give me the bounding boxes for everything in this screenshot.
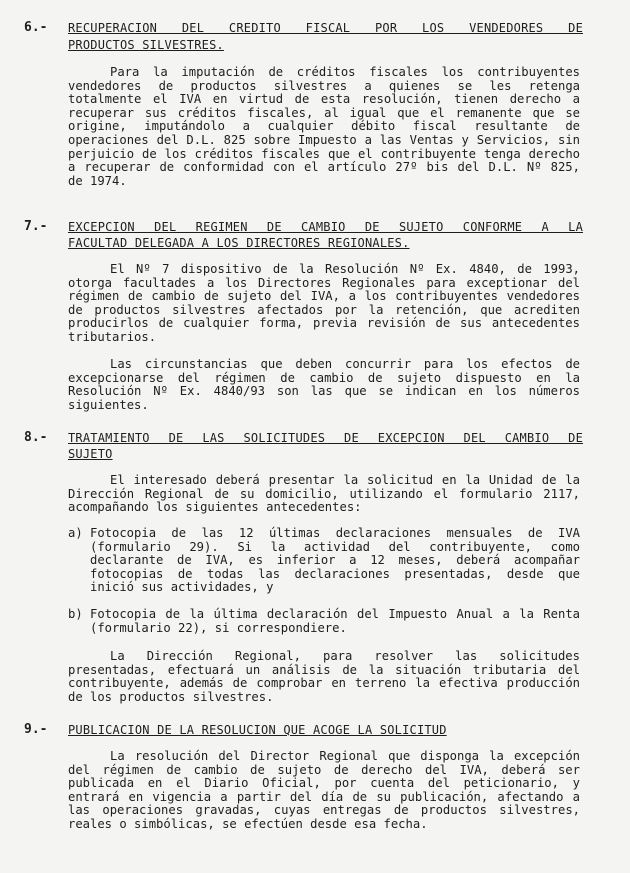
section-8-closing-paragraph: La Dirección Regional, para resolver las solicitudes presentadas, efectuará un análisis de la situación tributaria del contribuyente, además de comprobar en terreno la efectiva producción de los productos silvestres. bbox=[68, 649, 580, 704]
section-9-number: 9.- bbox=[24, 722, 48, 737]
section-9-title: PUBLICACION DE LA RESOLUCION QUE ACOGE LA SOLICITUD bbox=[68, 723, 447, 737]
section-7-paragraph-2: Las circunstancias que deben concurrir para los efectos de excepcionarse del régimen de cambio de sujeto dispuesto en la Resolución Nº Ex. 4840/93 son las que se indican en los números siguientes. bbox=[68, 357, 580, 412]
item-b-text: Fotocopia de la última declaración del Impuesto Anual a la Renta (formulario 22), si correspondiere. bbox=[90, 607, 580, 635]
section-7-title-line1: EXCEPCION DEL REGIMEN DE CAMBIO DE SUJETO CONFORME A LA bbox=[68, 220, 583, 234]
item-b-letter: b) bbox=[68, 607, 83, 621]
section-8-number: 8.- bbox=[24, 430, 48, 445]
section-6-title-line2: PRODUCTOS SILVESTRES. bbox=[68, 38, 224, 52]
section-8-title-line2: SUJETO bbox=[68, 447, 113, 461]
section-9-paragraph: La resolución del Director Regional que disponga la excepción del régimen de cambio de sujeto de derecho del IVA, deberá ser publicada en el Diario Oficial, por cuenta del peticionario, y entrará en vigencia a partir del día de su publicación, afectando a las operaciones gravadas, cuyas entregas de productos silvestres, reales o simbólicas, se efectúen desde esa fecha. bbox=[68, 749, 580, 831]
section-7-title-line2: FACULTAD DELEGADA A LOS DIRECTORES REGIONALES. bbox=[68, 236, 410, 250]
item-a-text: Fotocopia de las 12 últimas declaraciones mensuales de IVA (formulario 29). Si la actividad del contribuyente, como declarante de IVA, es inferior a 12 meses, deberá acompañar fotocopias de todas las declaraciones presentadas, desde que inició sus actividades, y bbox=[90, 526, 580, 595]
section-7-number: 7.- bbox=[24, 219, 48, 234]
section-8-title-line1: TRATAMIENTO DE LAS SOLICITUDES DE EXCEPCION DEL CAMBIO DE bbox=[68, 431, 583, 445]
section-8-paragraph: El interesado deberá presentar la solicitud en la Unidad de la Dirección Regional de su domicilio, utilizando el formulario 2117, acompañando los siguientes antecedentes: bbox=[68, 473, 580, 515]
item-a-letter: a) bbox=[68, 526, 83, 540]
section-7-paragraph-1: El Nº 7 dispositivo de la Resolución Nº Ex. 4840, de 1993, otorga facultades a los Directores Regionales para exceptionar del régimen de cambio de sujeto del IVA, a los contribuyentes vendedores de productos silvestres afectados por la retención, que acrediten producirlos de cualquier forma, previa revisión de sus antecedentes tributarios. bbox=[68, 262, 580, 344]
section-6-paragraph: Para la imputación de créditos fiscales los contribuyentes vendedores de productos silvestres a quienes se les retenga totalmente el IVA en virtud de esta resolución, tienen derecho a recuperar sus créditos fiscales, al igual que el remanente que se origine, imputándolo a cualquier débito fiscal resultante de operaciones del D.L. 825 sobre Impuesto a las Ventas y Servicios, sin perjuicio de los créditos fiscales que el contribuyente tenga derecho a recuperar de conformidad con el artículo 27º bis del D.L. Nº 825, de 1974. bbox=[68, 65, 580, 188]
section-6-title-line1: RECUPERACION DEL CREDITO FISCAL POR LOS VENDEDORES DE bbox=[68, 21, 583, 35]
section-6-number: 6.- bbox=[24, 20, 48, 35]
